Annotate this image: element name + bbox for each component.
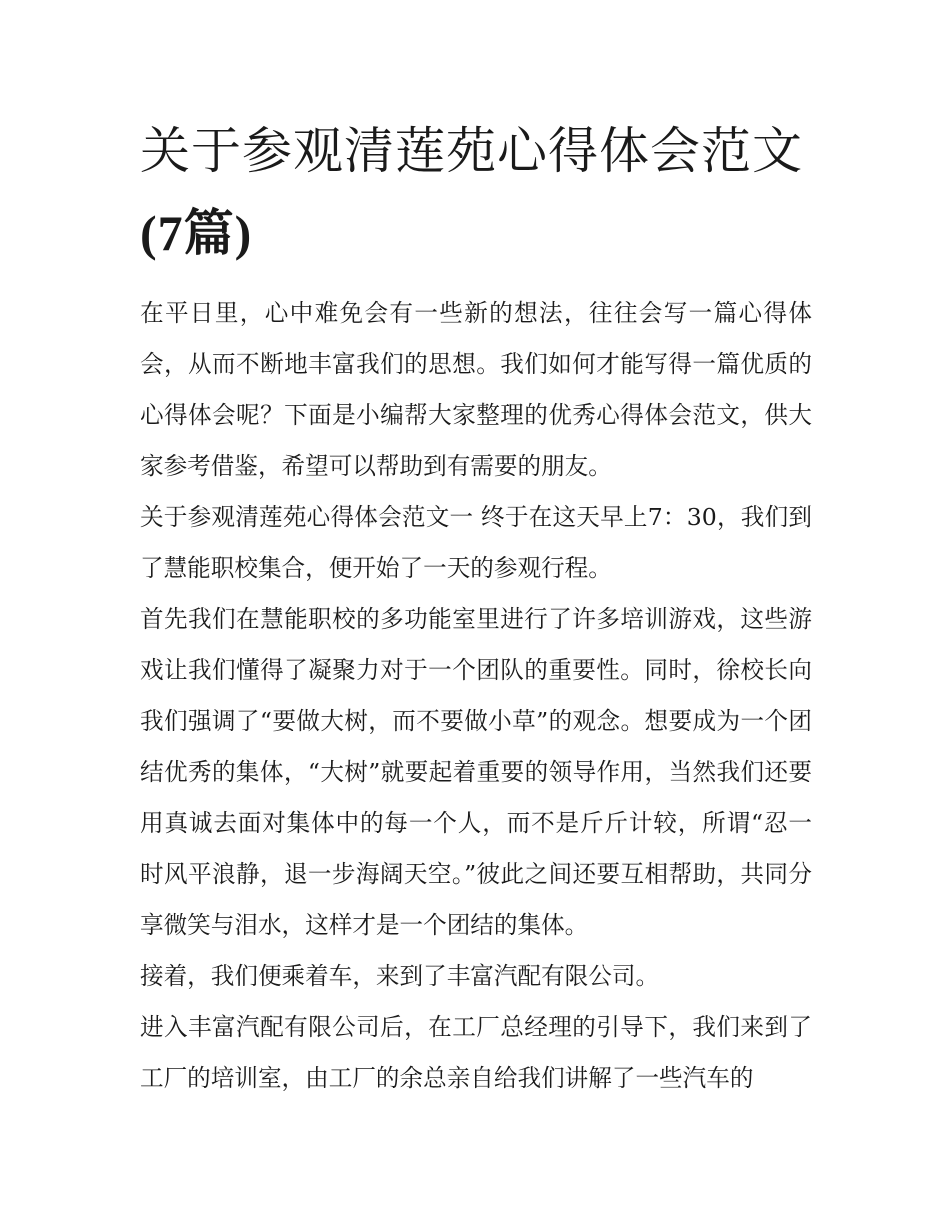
title-main: 关于参观清莲苑心得体会范文: [140, 122, 803, 180]
paragraph-training-games: 首先我们在慧能职校的多功能室里进行了许多培训游戏，这些游戏让我们懂得了凝聚力对于一个团队的重要性。同时，徐校长向我们强调了“要做大树，而不要做小草”的观念。想要成为一个团结优秀的集体，“大树”就要起着重要的领导作用，当然我们还要用真诚去面对集体中的每一个人，而不是斤斤计较，所谓“忍一时风平浪静，退一步海阔天空。”彼此之间还要互相帮助，共同分享微笑与泪水，这样才是一个团结的集体。: [140, 605, 812, 939]
document-title: [140, 110, 812, 274]
document-body: [140, 288, 812, 1104]
paragraph-factory-training: 进入丰富汽配有限公司后，在工厂总经理的引导下，我们来到了工厂的培训室，由工厂的余总亲自给我们讲解了一些汽车的: [140, 1013, 812, 1092]
paragraph-visit-company: 接着，我们便乘着车，来到了丰富汽配有限公司。: [140, 962, 660, 990]
document-page: [140, 110, 812, 1104]
paragraph-intro: 在平日里，心中难免会有一些新的想法，往往会写一篇心得体会，从而不断地丰富我们的思想。我们如何才能写得一篇优质的心得体会呢？下面是小编帮大家整理的优秀心得体会范文，供大家参考借鉴，希望可以帮助到有需要的朋友。: [140, 299, 812, 480]
title-count: (7篇): [140, 205, 253, 261]
paragraph-essay-one-opening: 关于参观清莲苑心得体会范文一 终于在这天早上7：30，我们到了慧能职校集合，便开始了一天的参观行程。: [140, 503, 812, 582]
